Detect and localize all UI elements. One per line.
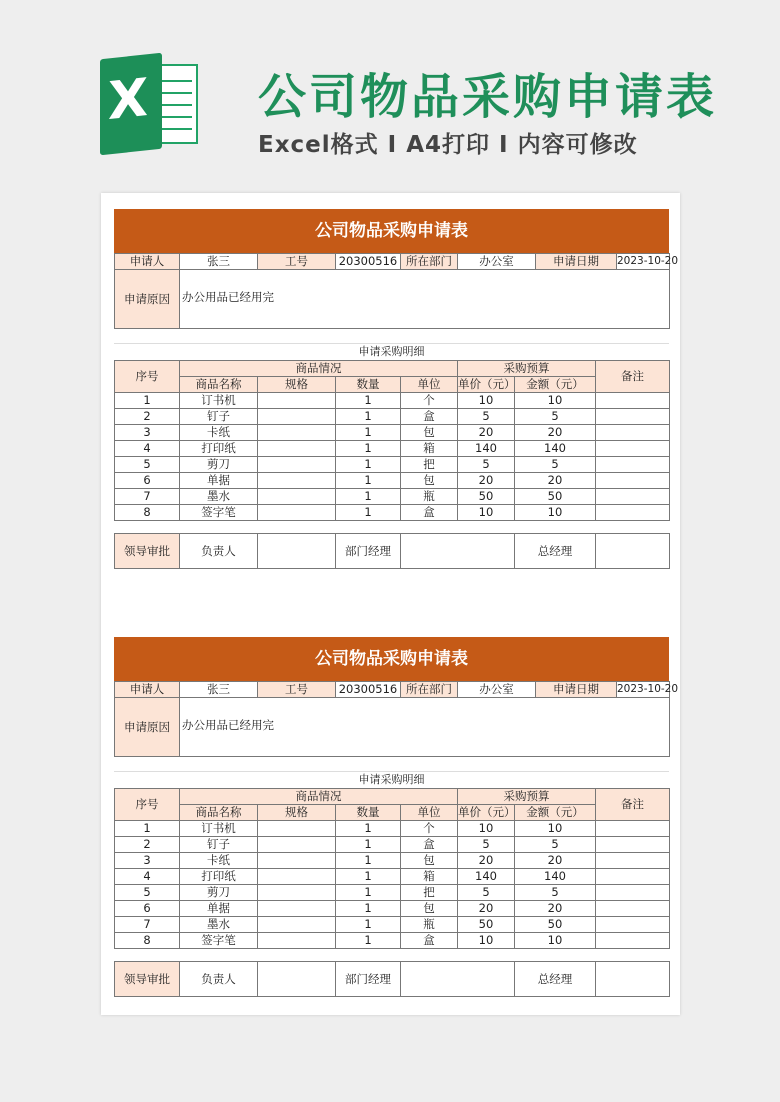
item-seq[interactable]: 8 xyxy=(115,933,180,949)
department-label: 所在部门 xyxy=(401,254,458,270)
item-unit[interactable]: 盒 xyxy=(401,409,458,425)
col-price-header: 单价（元） xyxy=(458,805,516,819)
dept-manager-label: 部门经理 xyxy=(336,962,401,997)
item-spec[interactable] xyxy=(258,409,336,425)
item-seq[interactable]: 6 xyxy=(115,901,180,917)
dept-manager-label: 部门经理 xyxy=(336,534,401,569)
item-unit[interactable]: 盒 xyxy=(401,837,458,853)
col-goods-header: 商品情况 xyxy=(180,361,458,377)
item-qty[interactable]: 1 xyxy=(336,409,401,425)
approval-label: 领导审批 xyxy=(115,534,180,569)
item-unit[interactable]: 箱 xyxy=(401,441,458,457)
item-note[interactable] xyxy=(596,425,670,441)
item-name[interactable]: 墨水 xyxy=(180,489,258,505)
item-unit[interactable]: 包 xyxy=(401,425,458,441)
item-note[interactable] xyxy=(596,441,670,457)
item-spec[interactable] xyxy=(258,901,336,917)
table-row xyxy=(115,885,670,901)
employee-id-label: 工号 xyxy=(258,682,336,698)
page-title: 公司物品采购申请表 xyxy=(258,69,718,125)
item-amount[interactable]: 5 xyxy=(515,457,596,473)
item-qty[interactable]: 1 xyxy=(336,837,401,853)
item-price[interactable]: 5 xyxy=(458,409,515,425)
item-note[interactable] xyxy=(596,505,670,521)
item-qty[interactable]: 1 xyxy=(336,821,401,837)
dept-manager-sign-cell[interactable] xyxy=(401,534,515,569)
item-price[interactable]: 10 xyxy=(458,505,515,521)
item-amount[interactable]: 5 xyxy=(515,885,596,901)
responsible-sign-cell[interactable] xyxy=(258,534,336,569)
item-name[interactable]: 卡纸 xyxy=(180,853,258,869)
purchase-form-1 xyxy=(114,209,679,569)
applicant-label: 申请人 xyxy=(115,254,180,270)
item-spec[interactable] xyxy=(258,425,336,441)
item-qty[interactable]: 1 xyxy=(336,933,401,949)
detail-subheader-row xyxy=(115,805,670,821)
reason-value[interactable]: 办公用品已经用完 xyxy=(180,270,670,329)
item-name[interactable]: 墨水 xyxy=(180,917,258,933)
applicant-value[interactable]: 张三 xyxy=(180,682,258,698)
apply-date-label: 申请日期 xyxy=(536,682,617,698)
item-amount[interactable]: 10 xyxy=(515,821,596,837)
detail-subheader-row xyxy=(115,377,670,393)
blank-row xyxy=(114,329,669,343)
item-name[interactable]: 剪刀 xyxy=(180,457,258,473)
item-amount[interactable]: 50 xyxy=(515,489,596,505)
item-amount[interactable]: 140 xyxy=(515,869,596,885)
item-name[interactable]: 钉子 xyxy=(180,409,258,425)
table-row xyxy=(115,489,670,505)
item-seq[interactable]: 2 xyxy=(115,409,180,425)
item-price[interactable]: 5 xyxy=(458,457,515,473)
department-value[interactable]: 办公室 xyxy=(458,682,536,698)
item-unit[interactable]: 把 xyxy=(401,885,458,901)
apply-date-value[interactable]: 2023-10-20 xyxy=(617,682,670,698)
item-spec[interactable] xyxy=(258,489,336,505)
applicant-row xyxy=(115,254,670,270)
applicant-label: 申请人 xyxy=(115,682,180,698)
approval-table xyxy=(114,961,670,997)
item-price[interactable]: 10 xyxy=(458,821,515,837)
general-manager-label: 总经理 xyxy=(515,534,596,569)
col-unit-header: 单位 xyxy=(401,805,458,821)
col-budget-header: 采购预算 xyxy=(458,361,596,377)
table-row xyxy=(115,409,670,425)
item-price[interactable]: 5 xyxy=(458,837,515,853)
item-amount[interactable]: 10 xyxy=(515,505,596,521)
col-name-header: 商品名称 xyxy=(180,377,258,393)
item-qty[interactable]: 1 xyxy=(336,489,401,505)
item-note[interactable] xyxy=(596,853,670,869)
item-amount[interactable]: 50 xyxy=(515,917,596,933)
item-price[interactable]: 50 xyxy=(458,917,515,933)
general-manager-sign-cell[interactable] xyxy=(596,962,670,997)
employee-id-value[interactable]: 20300516 xyxy=(336,254,401,270)
detail-header-row xyxy=(115,789,670,805)
dept-manager-sign-cell[interactable] xyxy=(401,962,515,997)
col-spec-header: 规格 xyxy=(258,377,336,393)
applicant-table xyxy=(114,681,679,757)
detail-table xyxy=(114,788,670,949)
item-price[interactable]: 50 xyxy=(458,489,515,505)
item-price[interactable]: 20 xyxy=(458,901,515,917)
item-name[interactable]: 打印纸 xyxy=(180,869,258,885)
department-label: 所在部门 xyxy=(401,682,458,698)
item-unit[interactable]: 个 xyxy=(401,393,458,409)
responsible-sign-cell[interactable] xyxy=(258,962,336,997)
table-row xyxy=(115,457,670,473)
item-seq[interactable]: 7 xyxy=(115,489,180,505)
item-qty[interactable]: 1 xyxy=(336,917,401,933)
item-note[interactable] xyxy=(596,393,670,409)
item-name[interactable]: 钉子 xyxy=(180,837,258,853)
table-row xyxy=(115,441,670,457)
item-spec[interactable] xyxy=(258,853,336,869)
col-budget-header: 采购预算 xyxy=(458,789,596,805)
detail-header-row xyxy=(115,361,670,377)
item-unit[interactable]: 盒 xyxy=(401,933,458,949)
reason-label: 申请原因 xyxy=(115,698,180,757)
general-manager-sign-cell[interactable] xyxy=(596,534,670,569)
table-row xyxy=(115,425,670,441)
item-unit[interactable]: 把 xyxy=(401,457,458,473)
item-name[interactable]: 签字笔 xyxy=(180,505,258,521)
item-seq[interactable]: 8 xyxy=(115,505,180,521)
table-row xyxy=(115,869,670,885)
item-price[interactable]: 10 xyxy=(458,933,515,949)
item-seq[interactable]: 1 xyxy=(115,821,180,837)
item-amount[interactable]: 5 xyxy=(515,837,596,853)
reason-value[interactable]: 办公用品已经用完 xyxy=(180,698,670,757)
approval-table xyxy=(114,533,670,569)
item-amount[interactable]: 5 xyxy=(515,409,596,425)
table-row xyxy=(115,933,670,949)
item-qty[interactable]: 1 xyxy=(336,869,401,885)
table-row xyxy=(115,917,670,933)
item-note[interactable] xyxy=(596,933,670,949)
item-qty[interactable]: 1 xyxy=(336,901,401,917)
item-spec[interactable] xyxy=(258,473,336,489)
item-unit[interactable]: 瓶 xyxy=(401,917,458,933)
page-subtitle: Excel格式 I A4打印 I 内容可修改 xyxy=(258,132,638,158)
approval-row xyxy=(115,962,670,997)
item-qty[interactable]: 1 xyxy=(336,853,401,869)
item-seq[interactable]: 3 xyxy=(115,853,180,869)
item-amount[interactable]: 20 xyxy=(515,425,596,441)
applicant-row xyxy=(115,682,670,698)
item-seq[interactable]: 3 xyxy=(115,425,180,441)
col-note-header: 备注 xyxy=(596,361,670,393)
blank-row xyxy=(114,757,669,771)
col-seq-header: 序号 xyxy=(115,361,180,393)
logo-letter: X xyxy=(108,67,149,133)
item-price[interactable]: 140 xyxy=(458,869,515,885)
item-spec[interactable] xyxy=(258,457,336,473)
document-paper xyxy=(101,193,680,1015)
item-spec[interactable] xyxy=(258,505,336,521)
item-seq[interactable]: 5 xyxy=(115,885,180,901)
page-header xyxy=(0,0,780,190)
item-qty[interactable]: 1 xyxy=(336,393,401,409)
col-spec-header: 规格 xyxy=(258,805,336,821)
reason-label: 申请原因 xyxy=(115,270,180,329)
item-note[interactable] xyxy=(596,409,670,425)
item-unit[interactable]: 包 xyxy=(401,901,458,917)
purchase-form-2 xyxy=(114,637,679,997)
detail-section-title: 申请采购明细 xyxy=(114,771,669,788)
table-row xyxy=(115,853,670,869)
col-amount-header: 金额（元） xyxy=(515,805,596,821)
item-unit[interactable]: 瓶 xyxy=(401,489,458,505)
item-unit[interactable]: 盒 xyxy=(401,505,458,521)
item-note[interactable] xyxy=(596,489,670,505)
item-name[interactable]: 订书机 xyxy=(180,821,258,837)
item-seq[interactable]: 4 xyxy=(115,869,180,885)
reason-row xyxy=(115,270,670,329)
item-amount[interactable]: 20 xyxy=(515,853,596,869)
item-qty[interactable]: 1 xyxy=(336,473,401,489)
item-seq[interactable]: 6 xyxy=(115,473,180,489)
item-amount[interactable]: 10 xyxy=(515,933,596,949)
item-qty[interactable]: 1 xyxy=(336,505,401,521)
item-unit[interactable]: 包 xyxy=(401,853,458,869)
item-name[interactable]: 打印纸 xyxy=(180,441,258,457)
item-spec[interactable] xyxy=(258,869,336,885)
item-name[interactable]: 单据 xyxy=(180,901,258,917)
item-price[interactable]: 20 xyxy=(458,853,515,869)
item-amount[interactable]: 10 xyxy=(515,393,596,409)
col-goods-header: 商品情况 xyxy=(180,789,458,805)
item-name[interactable]: 剪刀 xyxy=(180,885,258,901)
applicant-table xyxy=(114,253,679,329)
col-unit-header: 单位 xyxy=(401,377,458,393)
item-qty[interactable]: 1 xyxy=(336,457,401,473)
table-row xyxy=(115,821,670,837)
item-seq[interactable]: 4 xyxy=(115,441,180,457)
employee-id-value[interactable]: 20300516 xyxy=(336,682,401,698)
item-qty[interactable]: 1 xyxy=(336,425,401,441)
item-seq[interactable]: 5 xyxy=(115,457,180,473)
item-note[interactable] xyxy=(596,917,670,933)
excel-logo-icon xyxy=(100,56,200,152)
form-title: 公司物品采购申请表 xyxy=(114,637,669,681)
responsible-label: 负责人 xyxy=(180,534,258,569)
item-amount[interactable]: 20 xyxy=(515,901,596,917)
item-spec[interactable] xyxy=(258,393,336,409)
item-price[interactable]: 20 xyxy=(458,473,515,489)
col-note-header: 备注 xyxy=(596,789,670,821)
col-qty-header: 数量 xyxy=(336,377,401,393)
detail-section-title: 申请采购明细 xyxy=(114,343,669,360)
general-manager-label: 总经理 xyxy=(515,962,596,997)
item-note[interactable] xyxy=(596,869,670,885)
item-name[interactable]: 单据 xyxy=(180,473,258,489)
item-spec[interactable] xyxy=(258,441,336,457)
applicant-value[interactable]: 张三 xyxy=(180,254,258,270)
col-amount-header: 金额（元） xyxy=(515,377,596,393)
approval-label: 领导审批 xyxy=(115,962,180,997)
item-amount[interactable]: 20 xyxy=(515,473,596,489)
item-spec[interactable] xyxy=(258,837,336,853)
col-price-header: 单价（元） xyxy=(458,377,516,391)
item-note[interactable] xyxy=(596,901,670,917)
item-spec[interactable] xyxy=(258,885,336,901)
col-seq-header: 序号 xyxy=(115,789,180,821)
table-row xyxy=(115,837,670,853)
item-name[interactable]: 订书机 xyxy=(180,393,258,409)
item-unit[interactable]: 包 xyxy=(401,473,458,489)
item-unit[interactable]: 箱 xyxy=(401,869,458,885)
detail-table xyxy=(114,360,670,521)
item-amount[interactable]: 140 xyxy=(515,441,596,457)
apply-date-label: 申请日期 xyxy=(536,254,617,270)
col-qty-header: 数量 xyxy=(336,805,401,821)
apply-date-value[interactable]: 2023-10-20 xyxy=(617,254,670,270)
department-value[interactable]: 办公室 xyxy=(458,254,536,270)
item-seq[interactable]: 1 xyxy=(115,393,180,409)
item-seq[interactable]: 2 xyxy=(115,837,180,853)
item-spec[interactable] xyxy=(258,917,336,933)
table-row xyxy=(115,505,670,521)
item-note[interactable] xyxy=(596,473,670,489)
item-price[interactable]: 140 xyxy=(458,441,515,457)
item-qty[interactable]: 1 xyxy=(336,885,401,901)
item-price[interactable]: 20 xyxy=(458,425,515,441)
item-note[interactable] xyxy=(596,837,670,853)
table-row xyxy=(115,901,670,917)
col-name-header: 商品名称 xyxy=(180,805,258,821)
item-spec[interactable] xyxy=(258,821,336,837)
reason-row xyxy=(115,698,670,757)
item-note[interactable] xyxy=(596,457,670,473)
item-name[interactable]: 签字笔 xyxy=(180,933,258,949)
table-row xyxy=(115,393,670,409)
item-unit[interactable]: 个 xyxy=(401,821,458,837)
item-note[interactable] xyxy=(596,821,670,837)
item-note[interactable] xyxy=(596,885,670,901)
item-price[interactable]: 10 xyxy=(458,393,515,409)
approval-row xyxy=(115,534,670,569)
employee-id-label: 工号 xyxy=(258,254,336,270)
form-title: 公司物品采购申请表 xyxy=(114,209,669,253)
item-qty[interactable]: 1 xyxy=(336,441,401,457)
table-row xyxy=(115,473,670,489)
responsible-label: 负责人 xyxy=(180,962,258,997)
item-seq[interactable]: 7 xyxy=(115,917,180,933)
item-name[interactable]: 卡纸 xyxy=(180,425,258,441)
item-spec[interactable] xyxy=(258,933,336,949)
item-price[interactable]: 5 xyxy=(458,885,515,901)
